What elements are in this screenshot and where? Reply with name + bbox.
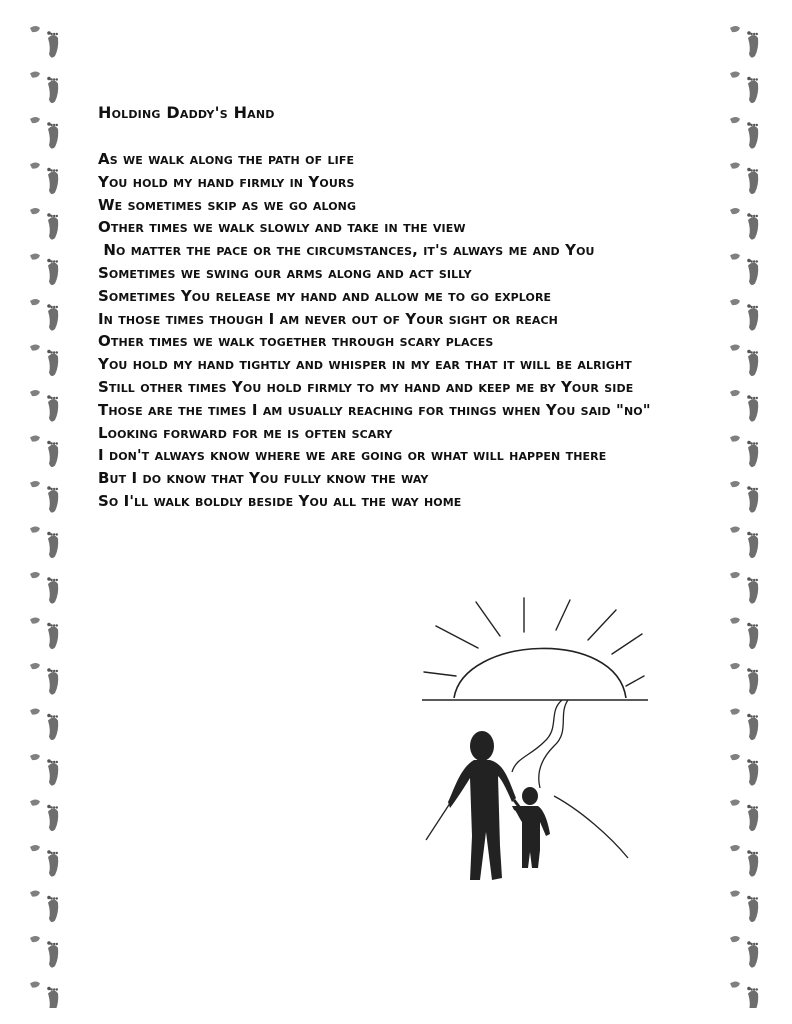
footprint-icon [30,299,58,331]
sun-icon [454,648,626,698]
footprint-icon [30,845,58,877]
sun-rays [424,598,644,686]
footprint-icon [730,208,758,240]
footprint-icon [30,254,58,286]
footprint-icon [30,709,58,741]
footprint-icon [30,754,58,786]
footprint-icon [730,663,758,695]
footprint-icon [730,481,758,513]
footprint-icon [30,936,58,968]
footprint-icon [730,345,758,377]
poem-line: As we walk along the path of life [98,150,355,168]
poem [98,102,708,513]
poem-line: But I do know that You fully know the way [98,469,429,488]
father-figure [448,731,516,880]
poem-line: We sometimes skip as we go along [98,195,357,214]
poem-lines [98,148,708,513]
poem-line: In those times though I am never out of Your sight or reach [98,309,558,328]
poem-line: Sometimes we swing our arms along and act silly [98,263,472,282]
poem-line: Still other times You hold firmly to my hand and keep me by Your side [98,377,634,396]
footprint-icon [30,117,58,149]
footprint-icon [730,754,758,786]
footprint-icon [730,845,758,877]
footprint-icon [30,800,58,832]
footprint-icon [730,117,758,149]
footprint-icon [30,163,58,195]
poem-line: Other times we walk slowly and take in the view [98,218,466,237]
poem-line: You hold my hand firmly in Yours [98,172,355,191]
footprint-icon [730,26,758,58]
footprint-icon [30,527,58,559]
footprint-icon [30,345,58,377]
sunrise-path-drawing [420,596,650,896]
footprint-icon [30,26,58,58]
footprint-icon [30,572,58,604]
footprint-icon [30,663,58,695]
footprint-icon [30,390,58,422]
right-footprint-border [724,18,768,1008]
footprint-icon [30,208,58,240]
footprint-icon [730,800,758,832]
footprints-icon [24,18,68,1008]
footprint-icon [730,254,758,286]
footprint-icon [30,436,58,468]
poem-line: I don't always know where we are going or what will happen there [98,446,607,465]
poem-line: Sometimes You release my hand and allow me to go explore [98,286,552,305]
child-figure [512,787,550,868]
footprint-icon [730,618,758,650]
poem-line: So I'll walk boldly beside You all the way home [98,491,462,510]
poem-line: Looking forward for me is often scary [98,423,393,442]
poem-title: Holding Daddy's Hand [98,103,275,122]
footprint-icon [730,299,758,331]
poem-line: You hold my hand tightly and whisper in my ear that it will be alright [98,355,632,374]
footprint-icon [730,527,758,559]
footprints-icon [724,18,768,1008]
footprint-icon [730,163,758,195]
footprint-icon [730,390,758,422]
footprint-icon [730,891,758,923]
father-child-illustration [420,596,650,896]
poem-line: Those are the times I am usually reaching for things when You said "no" [98,400,651,419]
footprint-icon [30,982,58,1009]
footprint-icon [30,618,58,650]
left-footprint-border [24,18,68,1008]
footprint-icon [730,72,758,104]
footprint-icon [30,72,58,104]
footprint-icon [730,572,758,604]
footprint-icon [730,436,758,468]
footprint-icon [730,982,758,1009]
footprint-icon [730,936,758,968]
poem-line: No matter the pace or the circumstances, it's always me and You [98,241,595,260]
footprint-icon [730,709,758,741]
footprint-icon [30,891,58,923]
footprint-icon [30,481,58,513]
poem-line: Other times we walk together through scary places [98,332,494,351]
